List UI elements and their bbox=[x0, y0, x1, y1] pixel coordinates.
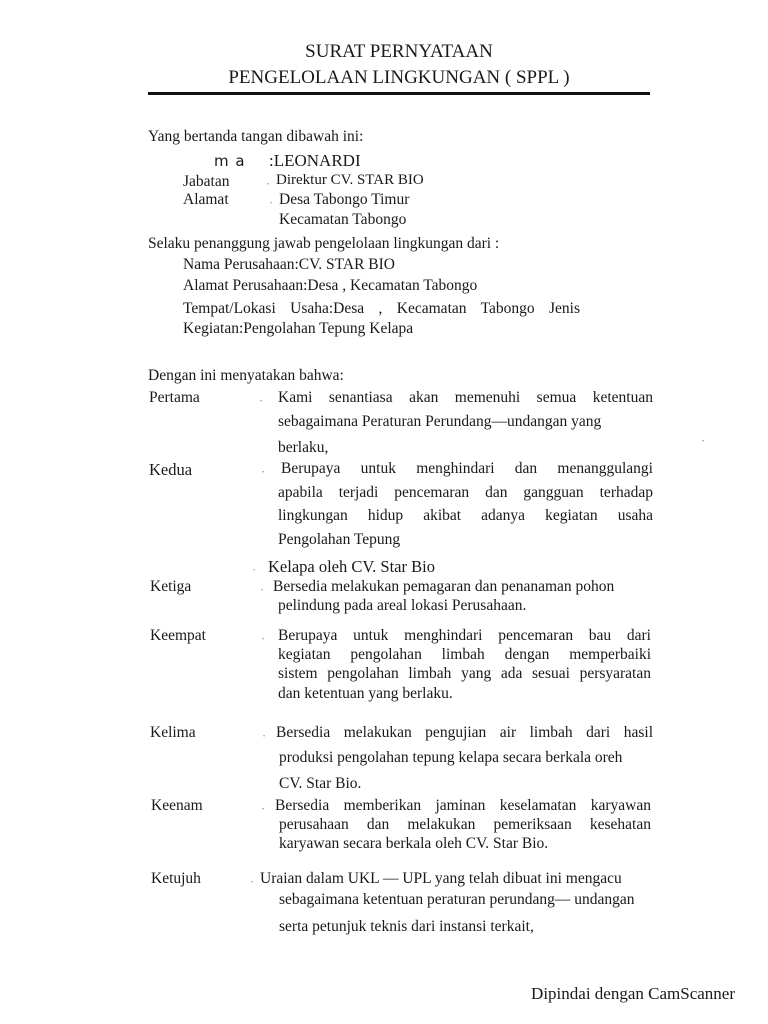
item-keempat-line-1: Berupaya untuk menghindari pencemaran bau dari bbox=[278, 627, 651, 644]
company-name: Nama Perusahaan:CV. STAR BIO bbox=[183, 256, 396, 273]
item-kelima-label: Kelima bbox=[150, 724, 196, 741]
colon-mark: • bbox=[262, 637, 265, 643]
colon-mark: • bbox=[253, 568, 256, 574]
item-keempat-line-3: sistem pengolahan limbah yang ada sesuai persyaratan bbox=[278, 665, 651, 682]
alamat-value-line-2: Kecamatan Tabongo bbox=[279, 211, 407, 228]
item-kedua-line-2: apabila terjadi pencemaran dan gangguan terhadap bbox=[278, 484, 653, 501]
colon-mark: • bbox=[262, 807, 265, 813]
scan-speck: • bbox=[702, 439, 705, 445]
colon-mark: • bbox=[267, 182, 270, 188]
item-pertama-line-3: berlaku, bbox=[278, 439, 329, 456]
nama-label: m a bbox=[214, 152, 246, 170]
item-ketujuh-line-3: serta petunjuk teknis dari instansi terkait, bbox=[279, 918, 534, 935]
company-location: Tempat/Lokasi Usaha:Desa , Kecamatan Tabongo Jenis bbox=[183, 300, 580, 317]
item-pertama-line-2: sebagaimana Peraturan Perundang—undangan yang bbox=[278, 413, 602, 430]
item-keenam-line-2: perusahaan dan melakukan pemeriksaan kesehatan bbox=[279, 816, 651, 833]
colon-mark: • bbox=[270, 201, 273, 207]
intro-text: Yang bertanda tangan dibawah ini: bbox=[148, 128, 364, 145]
colon-mark: • bbox=[263, 734, 266, 740]
item-ketujuh-line-2: sebagaimana ketentuan peraturan perundang— undangan bbox=[279, 891, 635, 908]
item-pertama-line-1: Kami senantiasa akan memenuhi semua ketentuan bbox=[278, 389, 653, 406]
scanner-watermark: Dipindai dengan CamScanner bbox=[531, 984, 735, 1003]
company-activity: Kegiatan:Pengolahan Tepung Kelapa bbox=[183, 320, 414, 337]
statement-intro: Dengan ini menyatakan bahwa: bbox=[148, 367, 344, 384]
item-kedua-line-1: Berupaya untuk menghindari dan menanggulangi bbox=[281, 460, 653, 477]
item-kelima-line-2: produksi pengolahan tepung kelapa secara berkala oreh bbox=[279, 749, 623, 766]
colon-mark: • bbox=[260, 399, 263, 405]
item-kelima-line-3: CV. Star Bio. bbox=[279, 775, 362, 792]
document-title-line-2: PENGELOLAAN LINGKUNGAN ( SPPL ) bbox=[228, 67, 570, 88]
item-kelima-line-1: Bersedia melakukan pengujian air limbah dari hasil bbox=[276, 724, 653, 741]
company-address: Alamat Perusahaan:Desa , Kecamatan Tabongo bbox=[183, 277, 478, 294]
document-title-line-1: SURAT PERNYATAAN bbox=[305, 41, 493, 62]
title-underline bbox=[148, 92, 650, 95]
item-keempat-line-4: dan ketentuan yang berlaku. bbox=[278, 685, 453, 702]
item-keenam-line-1: Bersedia memberikan jaminan keselamatan karyawan bbox=[275, 797, 651, 814]
item-keenam-label: Keenam bbox=[151, 797, 203, 814]
colon-mark: • bbox=[261, 588, 264, 594]
item-ketiga-line-1: Bersedia melakukan pemagaran dan penanaman pohon bbox=[273, 578, 615, 595]
item-ketujuh-line-1: Uraian dalam UKL — UPL yang telah dibuat ini mengacu bbox=[260, 870, 622, 887]
jabatan-value: Direktur CV. STAR BIO bbox=[276, 172, 424, 188]
item-keempat-line-2: kegiatan pengolahan limbah dengan memperbaiki bbox=[278, 646, 651, 663]
item-ketiga-label: Ketiga bbox=[150, 578, 192, 595]
alamat-label: Alamat bbox=[183, 191, 229, 208]
jabatan-label: Jabatan bbox=[183, 173, 230, 190]
item-kedua-line-3: lingkungan hidup akibat adanya kegiatan usaha bbox=[278, 507, 653, 524]
nama-value: :LEONARDI bbox=[269, 151, 361, 170]
company-intro: Selaku penanggung jawab pengelolaan lingkungan dari : bbox=[148, 235, 500, 252]
item-kedua-line-4: Pengolahan Tepung bbox=[278, 531, 401, 548]
item-ketiga-line-2: pelindung pada areal lokasi Perusahaan. bbox=[278, 597, 527, 614]
item-keenam-line-3: karyawan secara berkala oleh CV. Star Bio. bbox=[279, 835, 549, 852]
item-ketujuh-label: Ketujuh bbox=[151, 870, 201, 887]
item-kedua-line-5: Kelapa oleh CV. Star Bio bbox=[268, 557, 435, 576]
alamat-value-line-1: Desa Tabongo Timur bbox=[279, 191, 410, 208]
item-pertama-label: Pertama bbox=[149, 389, 200, 406]
item-keempat-label: Keempat bbox=[150, 627, 206, 644]
item-kedua-label: Kedua bbox=[149, 460, 193, 479]
colon-mark: • bbox=[262, 470, 265, 476]
colon-mark: • bbox=[251, 880, 254, 886]
